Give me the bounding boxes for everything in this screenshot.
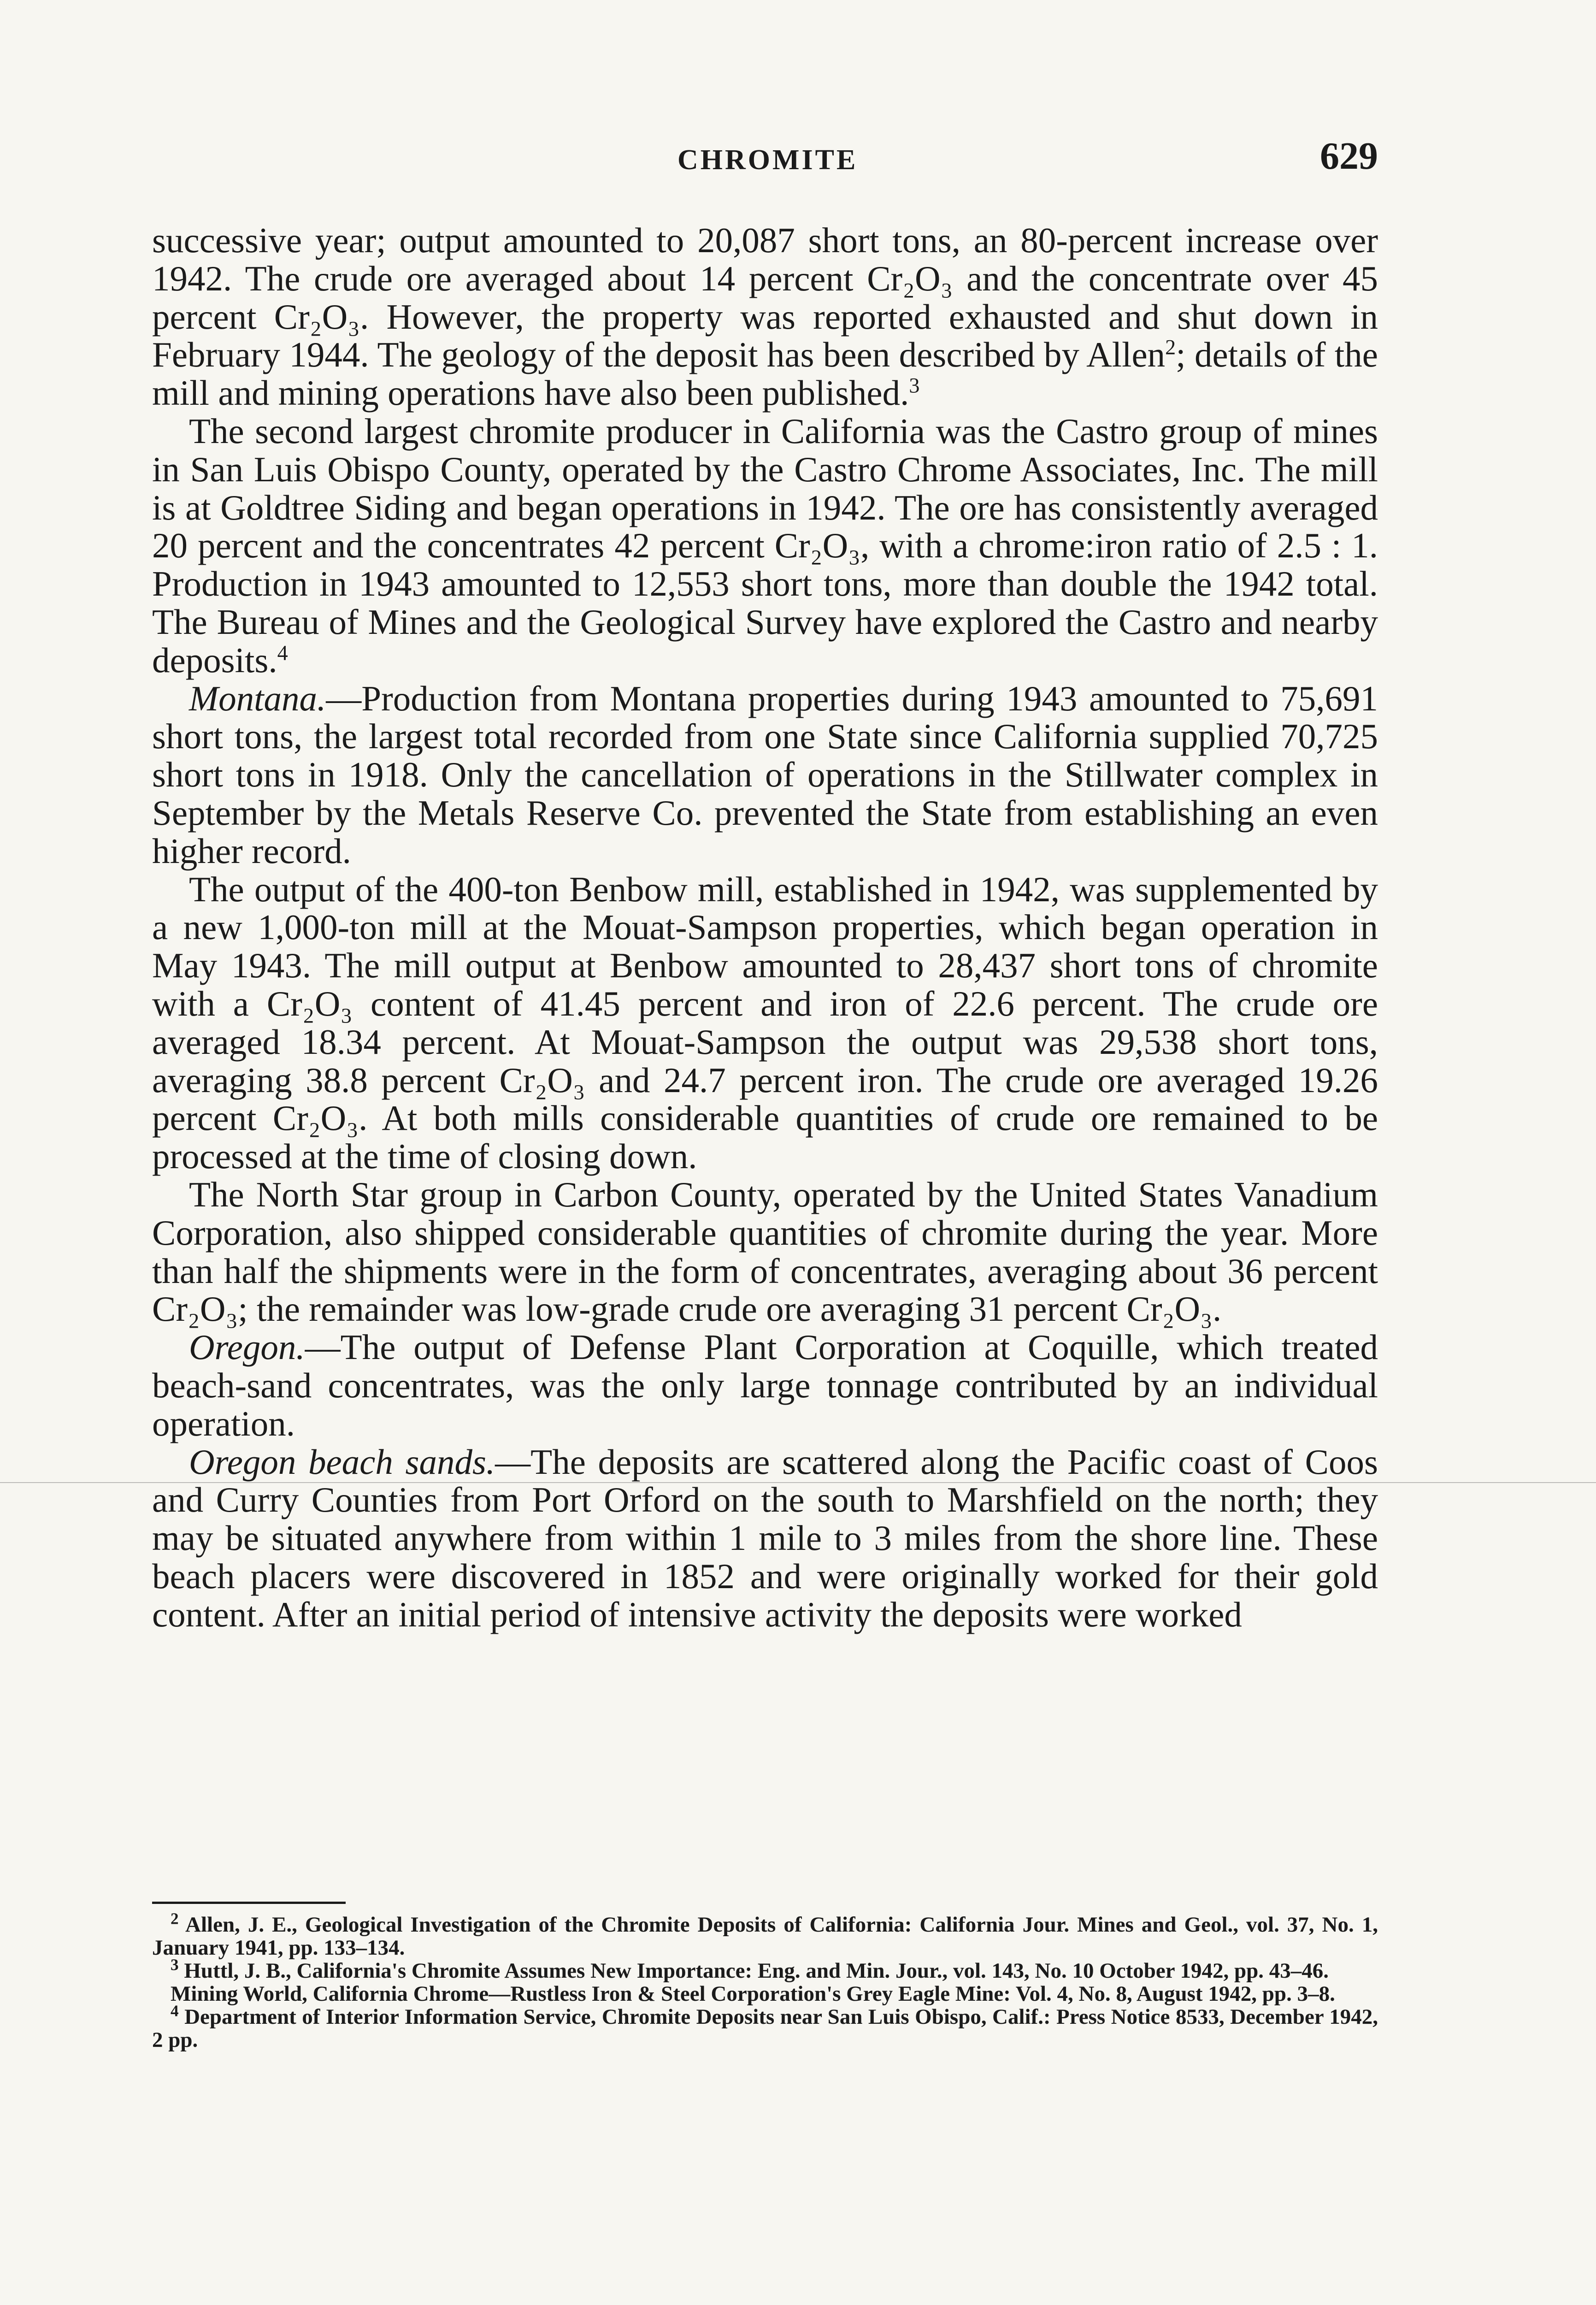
- paragraph-text: ; details of the mill and mining operations have also been published.: [152, 335, 1378, 413]
- footnote-text: Mining World, California Chrome—Rustless Iron & Steel Corporation's Grey Eagle Mine: Vol. 4, No. 8, August 1942, pp. 3–8.: [171, 1982, 1335, 2006]
- paragraph-text: —The deposits are scattered along the Pacific coast of Coos and Curry Counties from Port Orford on the south to Marshfield on the north; they may be situated anywhere from within 1 mile to 3 miles from the shore line. These beach placers were discovered in 1852 and were originally worked for their gold content. After an initial period of intensive activity the deposits were worked: [152, 1442, 1378, 1634]
- footnote-ref: 4: [277, 641, 288, 665]
- footnote-ref: 3: [909, 373, 920, 397]
- section-heading-oregon: Oregon.: [189, 1327, 305, 1367]
- footnotes: [152, 1909, 1378, 2052]
- footnote: [152, 1982, 1378, 2005]
- section-heading-montana: Montana.: [189, 678, 326, 718]
- paragraph-text: successive year; output amounted to 20,087 short tons, an 80-percent increase over 1942. The crude ore averaged about 14 percent Cr₂O₃ and the concentrate over 45 percent Cr₂O₃. However, the property was reported exhausted and shut down in February 1944. The geology of the deposit has been described by Allen: [152, 220, 1378, 375]
- body-text: [152, 221, 1378, 1633]
- paragraph-text: —The output of Defense Plant Corporation at Coquille, which treated beach-sand concentrates, was the only large tonnage contributed by an individual operation.: [152, 1327, 1378, 1443]
- footnote-mark: 2: [171, 1909, 179, 1928]
- paragraph-north-star: [152, 1176, 1378, 1328]
- footnote-rule: [152, 1902, 346, 1904]
- paragraph-oregon-beach-sands: [152, 1443, 1378, 1634]
- footnote-text: Allen, J. E., Geological Investigation of the Chromite Deposits of California: California Jour. Mines and Geol., vol. 37, No. 1, January 1941, pp. 133–134.: [152, 1913, 1378, 1960]
- paragraph-benbow-mill: [152, 870, 1378, 1176]
- paragraph-text: The output of the 400-ton Benbow mill, established in 1942, was supplemented by a new 1,000-ton mill at the Mouat-Sampson properties, which began operation in May 1943. The mill output at Benbow amounted to 28,437 short tons of chromite with a Cr₂O₃ content of 41.45 percent and iron of 22.6 percent. The crude ore averaged 18.34 percent. At Mouat-Sampson the output was 29,538 short tons, averaging 38.8 percent Cr₂O₃ and 24.7 percent iron. The crude ore averaged 19.26 percent Cr₂O₃. At both mills considerable quantities of crude ore remained to be processed at the time of closing down.: [152, 869, 1378, 1176]
- page-header: [152, 134, 1378, 184]
- footnote-text: Huttl, J. B., California's Chromite Assumes New Importance: Eng. and Min. Jour., vol. 143, No. 10 October 1942, pp. 43–46.: [184, 1959, 1329, 1983]
- section-heading-oregon-beach-sands: Oregon beach sands.: [189, 1442, 495, 1482]
- footnote-mark: 3: [171, 1956, 179, 1974]
- paragraph-oregon: [152, 1328, 1378, 1442]
- footnote: [152, 1909, 1378, 1960]
- paragraph-text: —Production from Montana properties during 1943 amounted to 75,691 short tons, the largest total recorded from one State since California supplied 70,725 short tons in 1918. Only the cancellation of operations in the Stillwater complex in September by the Metals Reserve Co. prevented the State from establishing an even higher record.: [152, 678, 1378, 871]
- paragraph-castro-group: [152, 412, 1378, 680]
- running-title: CHROMITE: [677, 144, 858, 176]
- footnote-ref: 2: [1165, 335, 1176, 359]
- paragraph-castle-mine-continuation: [152, 221, 1378, 412]
- footnote-mark: 4: [171, 2002, 179, 2020]
- paragraph-text: The North Star group in Carbon County, operated by the United States Vanadium Corporation, also shipped considerable quantities of chromite during the year. More than half the shipments were in the form of concentrates, averaging about 36 percent Cr₂O₃; the remainder was low-grade crude ore averaging 31 percent Cr₂O₃.: [152, 1174, 1378, 1329]
- footnote: [152, 1956, 1378, 1983]
- page-number: 629: [1320, 135, 1378, 177]
- footnote: [152, 2002, 1378, 2052]
- footnote-text: Department of Interior Information Service, Chromite Deposits near San Luis Obispo, Calif.: Press Notice 8533, December 1942, 2 pp.: [152, 2005, 1378, 2052]
- paragraph-montana: [152, 680, 1378, 870]
- paragraph-text: The second largest chromite producer in California was the Castro group of mines in San Luis Obispo County, operated by the Castro Chrome Associates, Inc. The mill is at Goldtree Siding and began operations in 1942. The ore has consistently averaged 20 percent and the concentrates 42 percent Cr₂O₃, with a chrome:iron ratio of 2.5 : 1. Production in 1943 amounted to 12,553 short tons, more than double the 1942 total. The Bureau of Mines and the Geological Survey have explored the Castro and nearby deposits.: [152, 411, 1378, 680]
